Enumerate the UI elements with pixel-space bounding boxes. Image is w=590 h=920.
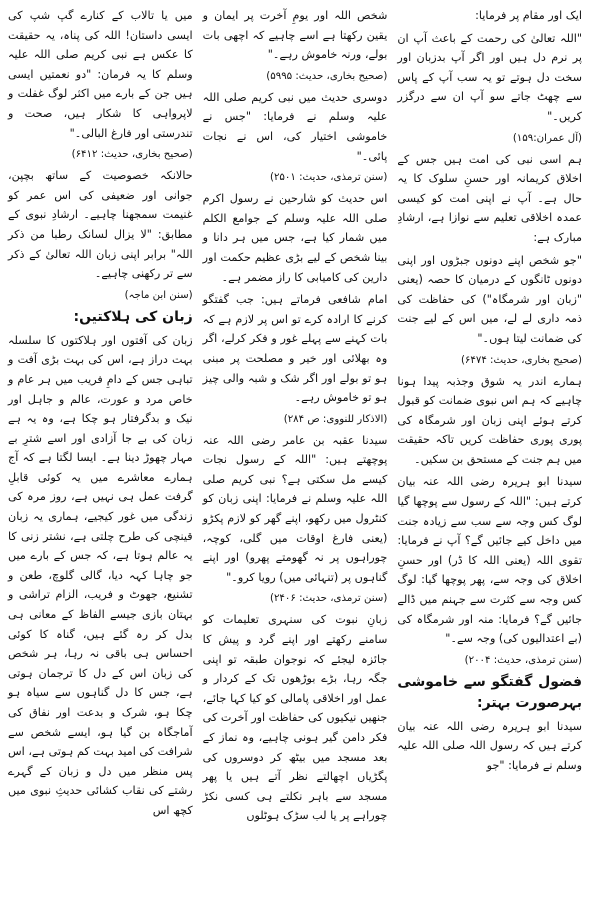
citation-reference: (صحیح بخاری، حدیث: ۶۴۱۲) xyxy=(71,149,193,161)
quotation-paragraph: "جو شخص اپنے دونوں جبڑوں اور اپنی دونوں ٹانگوں کے درمیان کا حصہ (یعنی "زبان اور شرمگاہ") کی حفاظت کی ذمہ داری لے لے، میں اس کے لیے جنت کی ضمانت لیتا ہوں۔" xyxy=(397,253,582,345)
citation-reference: (الاذکار للنووی: ص ۲۸۴) xyxy=(283,413,388,425)
column-container xyxy=(8,6,582,916)
citation-reference: (صحیح بخاری، حدیث: ۶۴۷۴) xyxy=(460,354,582,366)
text-paragraph: ہمارے اندر یہ شوق وجذبہ پیدا ہونا چاہیے کہ ہم اس نبوی ضمانت کو قبول کرتے ہوئے اپنی زبان اور شرمگاہ کی پوری پوری حفاظت کریں تاکہ حقیقت میں ہم جنت کے مستحق بن سکیں۔ xyxy=(397,374,582,466)
text-paragraph: حالانکہ خصوصیت کے ساتھ بچپن، جوانی اور ضعیفی کی اس عمر کو غنیمت سمجھنا چاہیے۔ ارشادِ نبوی کے مطابق: "لا یزال لسانک رطبا من ذکر اللہ" برابر اپنی زبان اللہ تعالیٰ کے ذکر سے تر رکھنی چاہیے۔ xyxy=(7,169,193,281)
column-left xyxy=(8,6,193,916)
citation-reference: (سنن ابن ماجہ) xyxy=(124,289,193,301)
column-right xyxy=(397,6,582,916)
quotation-paragraph: "اللہ تعالیٰ کی رحمت کے باعث آپ ان پر نرم دل ہیں اور اگر آپ بدزبان اور سخت دل ہوتے تو یہ سب آپ کے پاس سے چھٹ جاتے سو آپ ان سے درگزر کریں۔" xyxy=(397,31,582,123)
text-paragraph: امام شافعی فرماتے ہیں: جب گفتگو کرنے کا ارادہ کرے تو اس پر لازم ہے کہ بات کہنے سے پہلے غور و فکر کرلے، اگر وہ بھلائی اور خیر و مصلحت پر مبنی ہو تو بولے اور اگر شک و شبہ والی چیز ہو تو خاموش رہے۔ xyxy=(202,293,388,405)
text-paragraph: شخص اللہ اور یومِ آخرت پر ایمان و یقین رکھتا ہے اسے چاہیے کہ اچھی بات بولے، ورنہ خاموش رہے۔" xyxy=(202,9,388,62)
text-paragraph: دوسری حدیث میں نبی کریم صلی اللہ علیہ وسلم نے فرمایا: "جس نے خاموشی اختیار کی، اس نے نجات پائی۔" xyxy=(202,90,388,163)
text-paragraph: سیدنا عقبہ بن عامر رضی اللہ عنہ پوچھتے ہیں: "اللہ کے رسول نجات کیسے مل سکتی ہے؟ نبی کریم صلی اللہ علیہ وسلم نے فرمایا: اپنی زبان کو کنٹرول میں رکھو، اپنے گھر کو لازم پکڑو (یعنی فارغ اوقات میں گلی، کوچہ، چوراہوں پر نہ گھومتے پھرو) اور اپنے گناہوں پر (تنہائی میں) رویا کرو۔" xyxy=(202,433,388,584)
section-heading: زبان کی ہلاکتیں: xyxy=(73,308,193,325)
section-heading: فضول گفتگو سے خاموشی بہرصورت بہتر: xyxy=(397,673,582,711)
citation-reference: (سنن ترمذی، حدیث: ۲۴۰۶) xyxy=(269,593,388,605)
citation-reference: (سنن ترمذی، حدیث: ۲۵۰۱) xyxy=(269,172,388,184)
text-paragraph: زبان کی آفتوں اور ہلاکتوں کا سلسلہ بہت دراز ہے، اس کی بہت بڑی آفت و تباہی جس کے دامِ فریب میں ہر عام و خاص مرد و عورت، عالم و جاہل اور نیک و بدگرفتار ہو چکا ہے، وہ یہ ہے زبان کی بے جا آزادی اور اسے شترِ بے مہار چھوڑ دینا ہے۔ ایسا لگتا ہے کہ آج ہمارے معاشرے میں یہ کوئی قابلِ گرفت عمل ہی نہیں ہے، روز مرہ کی زندگی میں غور کیجیے، ہماری یہ زبان قینچی کی طرح چلتی ہے، نشتر زنی کا یہ عالم ہوتا ہے، کہ جس کے بارے میں جو چاہا کہہ دیا، گالی گلوچ، طعن و تشنیع، جھوٹ و فریب، الزام تراشی و بہتان بازی جیسے الفاظ کے معانی ہی بدل کر رہ گئے ہیں، گناہ کا کوئی احساس ہی باقی نہ رہا، ہر شخص کی زبان اس کے دل کا ترجمان ہوتی ہے، جس کا دل گناہوں سے سیاہ ہو چکا ہو، شرک و بدعت اور نفاق کی آماجگاہ بن گیا ہو، ایسے شخص سے شرافت کی امید بہت کم ہوتی ہے، اس پس منظر میں دل و زبان کے گہرے رشتے کی نقاب کشائی حدیثِ نبوی میں کچھ اس xyxy=(7,333,193,817)
text-paragraph: ہم اسی نبی کی امت ہیں جس کے اخلاق کریمانہ اور حسنِ سلوک کا یہ حال ہے۔ آپ نے اپنی امت کو کیسی عمدہ اخلاقی تعلیم سے نوازا ہے، ارشادِ مبارک ہے: xyxy=(397,152,582,244)
text-paragraph: اس حدیث کو شارحین نے رسول اکرم صلی اللہ علیہ وسلم کے جوامع الکلم میں شمار کیا ہے، جس میں ہر دانا و بینا شخص کے لیے بڑی عظیم حکمت اور دارین کی کامیابی کا راز مضمر ہے۔ xyxy=(202,192,388,284)
text-paragraph: ایک اور مقام پر فرمایا: xyxy=(475,9,582,22)
text-paragraph: زبانِ نبوت کی سنہری تعلیمات کو سامنے رکھتے اور اپنے گرد و پیش کا جائزہ لیجئے کہ نوجوان طبقہ تو اپنی جگہ رہا، بڑے بوڑھوں تک کے کردار و عمل اور اخلاقی پامالی کو کیا کہا جائے، جنھیں نیکیوں کی حفاظت اور آخرت کی فکر دامن گیر ہونی چاہیے، وہ نماز کے بعد مسجد میں بیٹھ کر دوسروں کی پگڑیاں اچھالتے نظر آتے ہیں یا پھر مسجد سے باہر نکلتے ہی کسی نکڑ چوراہے پر یا لب سڑک ہوٹلوں xyxy=(202,613,388,823)
text-paragraph: سیدنا ابو ہریرہ رضی اللہ عنہ بیان کرتے ہیں: "اللہ کے رسول سے پوچھا گیا لوگ کس وجہ سے سب سے زیادہ جنت میں داخل کیے جائیں گے؟ آپ نے فرمایا: تقوی اللہ (یعنی اللہ کا ڈر) اور حسنِ اخلاق کی وجہ سے، پھر پوچھا گیا: لوگ کس وجہ سے کثرت سے جہنم میں ڈالے جائیں گے؟ فرمایا: منہ اور شرمگاہ کی (بے اعتدالیوں کی) وجہ سے۔" xyxy=(397,475,582,646)
citation-reference: (سنن ترمذی، حدیث: ۲۰۰۴) xyxy=(464,654,582,666)
citation-reference: (صحیح بخاری، حدیث: ۵۹۹۵) xyxy=(266,70,388,82)
column-middle xyxy=(203,6,388,916)
citation-reference: (آل عمران:۱۵۹) xyxy=(512,132,582,144)
text-paragraph: سیدنا ابو ہریرہ رضی اللہ عنہ بیان کرتے ہیں کہ رسول اللہ صلی اللہ علیہ وسلم نے فرمایا: "جو xyxy=(397,719,582,772)
text-paragraph: میں یا تالاب کے کنارے گپ شپ کی ایسی داستان! اللہ کی پناہ، یہ حقیقت کا عکس ہے نبی کریم صلی اللہ علیہ وسلم کا یہ فرمان: "دو نعمتیں ایسی ہیں جن کے بارے میں اکثر لوگ غفلت و لاپرواہی کا شکار ہیں، صحت و تندرستی اور فارغ البالی۔" xyxy=(7,9,193,140)
